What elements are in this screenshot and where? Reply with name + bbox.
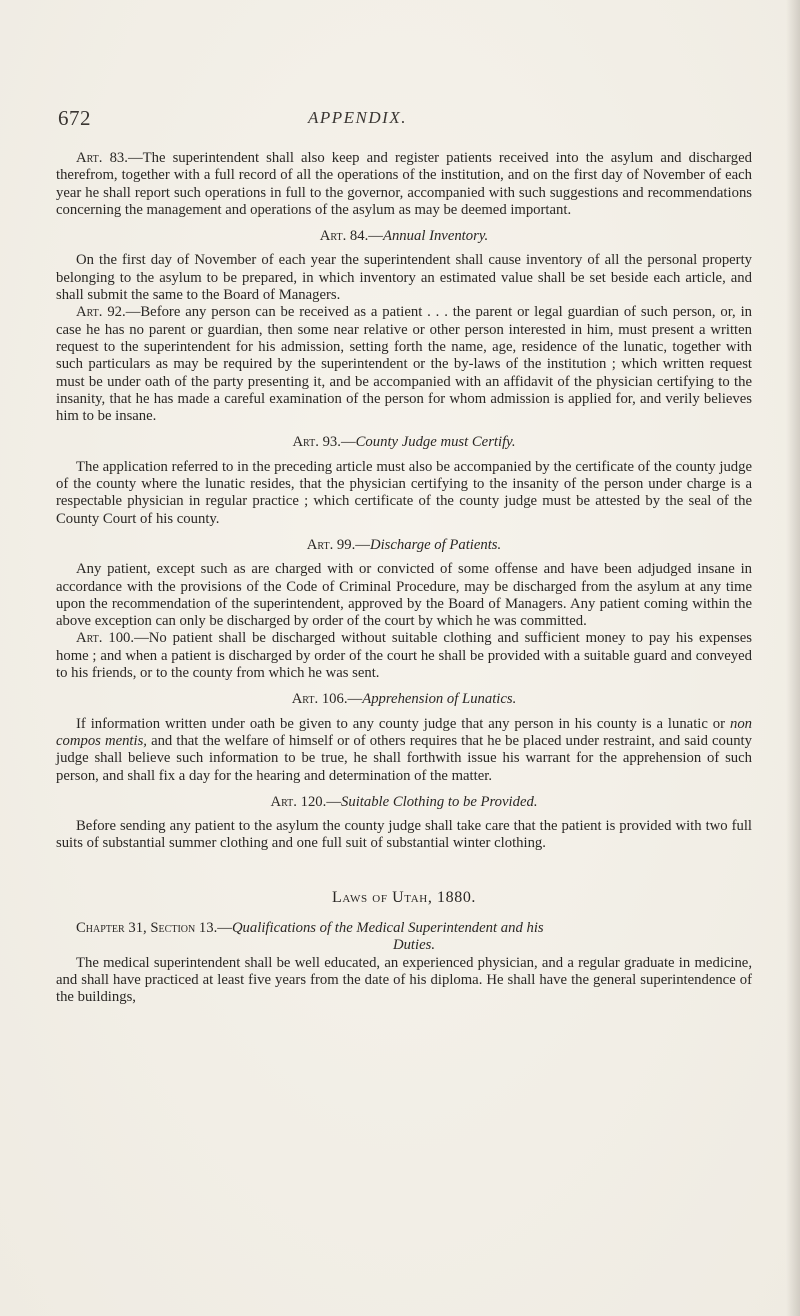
chapter-31-heading: Chapter 31, Section 13.—Qualifications of the Medical Superintendent and his Duties.: [56, 920, 752, 955]
article-120-text: Before sending any patient to the asylum the county judge shall take care that the patient is provided with two full suits of substantial summer clothing and one full suit of substantial winter clothing.: [56, 818, 752, 852]
article-106-latin-phrase: non compos mentis,: [56, 715, 752, 749]
article-106-text-after: and that the welfare of himself or of others requires that he be placed under restraint, and said county judge shall believe such information to be true, he shall forthwith issue his warrant for the apprehension of such person, and shall fix a day for the hearing and determination of the matter.: [56, 732, 752, 784]
laws-of-utah-heading: Laws of Utah, 1880.: [331, 888, 477, 906]
page-number: 672: [58, 106, 91, 130]
chapter-31-label: Chapter 31, Section 13.: [76, 919, 218, 936]
article-93-heading: Art. 93.—County Judge must Certify.: [292, 434, 516, 451]
article-84-title: Annual Inventory.: [382, 228, 489, 245]
article-93-title: County Judge must Certify.: [355, 434, 516, 451]
article-100: [56, 630, 752, 682]
article-106-text: [56, 716, 752, 785]
chapter-31-title-end: Duties.: [392, 937, 436, 954]
running-head: APPENDIX.: [308, 108, 407, 127]
article-99-title: Discharge of Patients.: [369, 536, 502, 553]
article-106-text-before: If information written under oath be given to any county judge that any person in his county is a lunatic or: [76, 715, 730, 732]
article-84-heading: Art. 84.—Annual Inventory.: [319, 228, 489, 245]
article-92: [56, 304, 752, 425]
article-93-label: Art. 93.: [292, 434, 341, 451]
article-106-title: Apprehension of Lunatics.: [362, 691, 517, 708]
page-body: [56, 150, 752, 1006]
page-header: [58, 106, 758, 136]
article-92-text: —Before any person can be received as a patient . . . the parent or legal guardian of such person, or, in case he has no parent or guardian, then some near relative or other person interested in him, must present a written request to the superintendent for his admission, setting forth the name, age, residence of the lunatic, together with such particulars as may be required by the superintendent or the by-laws of the institution ; which written request must be under oath of the party presenting it, and be accompanied with an affidavit of the physician certifying to the insanity, that he has made a careful examination of the person for whom admission is applied for, and verily believes him to be insane.: [56, 304, 752, 425]
chapter-31-text: The medical superintendent shall be well educated, an experienced physician, and a regular graduate in medicine, and shall have practiced at least five years from the date of his diploma. He shall have the general superintendence of the buildings,: [56, 954, 752, 1006]
article-99-text: Any patient, except such as are charged with or convicted of some offense and have been adjudged insane in accordance with the provisions of the Code of Criminal Procedure, may be discharged from the asylum at any time upon the recommendation of the superintendent, approved by the Board of Managers. Any patient coming within the above exception can only be discharged by order of the court by which he was committed.: [56, 561, 752, 630]
article-120-title: Suitable Clothing to be Provided.: [341, 793, 538, 810]
chapter-31-title: Qualifications of the Medical Superintendent and his: [231, 919, 544, 936]
article-106-heading: Art. 106.—Apprehension of Lunatics.: [291, 691, 517, 708]
article-99-label: Art. 99.: [306, 536, 356, 553]
article-93-text: The application referred to in the preceding article must also be accompanied by the certificate of the county judge of the county where the lunatic resides, that the physician certifying to the insanity of the person under charge is a respectable physician in regular practice ; which certificate of the county judge must be attested by the seal of the County Court of his county.: [56, 458, 752, 527]
article-84-text: On the first day of November of each year the superintendent shall cause inventory of all the personal property belonging to the asylum to be prepared, in which inventory an estimated value shall be set beside each article, and shall submit the same to the Board of Managers.: [56, 252, 752, 304]
article-120-label: Art. 120.: [270, 793, 327, 810]
article-83: [56, 150, 752, 219]
article-106-label: Art. 106.: [291, 691, 348, 708]
article-83-text: —The superintendent shall also keep and register patients received into the asylum and discharged therefrom, together with a full record of all the operations of the institution, and on the first day of November of each year he shall report such operations in full to the governor, accompanied with such suggestions and recommendations concerning the management and operations of the asylum as may be deemed important.: [56, 150, 752, 218]
article-92-label: Art. 92.: [76, 304, 126, 321]
article-99-heading: Art. 99.—Discharge of Patients.: [306, 536, 502, 553]
article-120-heading: Art. 120.—Suitable Clothing to be Provided.: [270, 793, 538, 810]
page-edge-shadow: [786, 0, 800, 1316]
article-100-text: —No patient shall be discharged without suitable clothing and sufficient money to pay his expenses home ; and when a patient is discharged by order of the court he shall be provided with a suitable guard and conveyed to his friends, or to the county from which he was sent.: [56, 630, 752, 682]
article-83-label: Art. 83.: [76, 150, 128, 166]
article-84-label: Art. 84.: [319, 228, 369, 245]
article-100-label: Art. 100.: [76, 630, 135, 647]
